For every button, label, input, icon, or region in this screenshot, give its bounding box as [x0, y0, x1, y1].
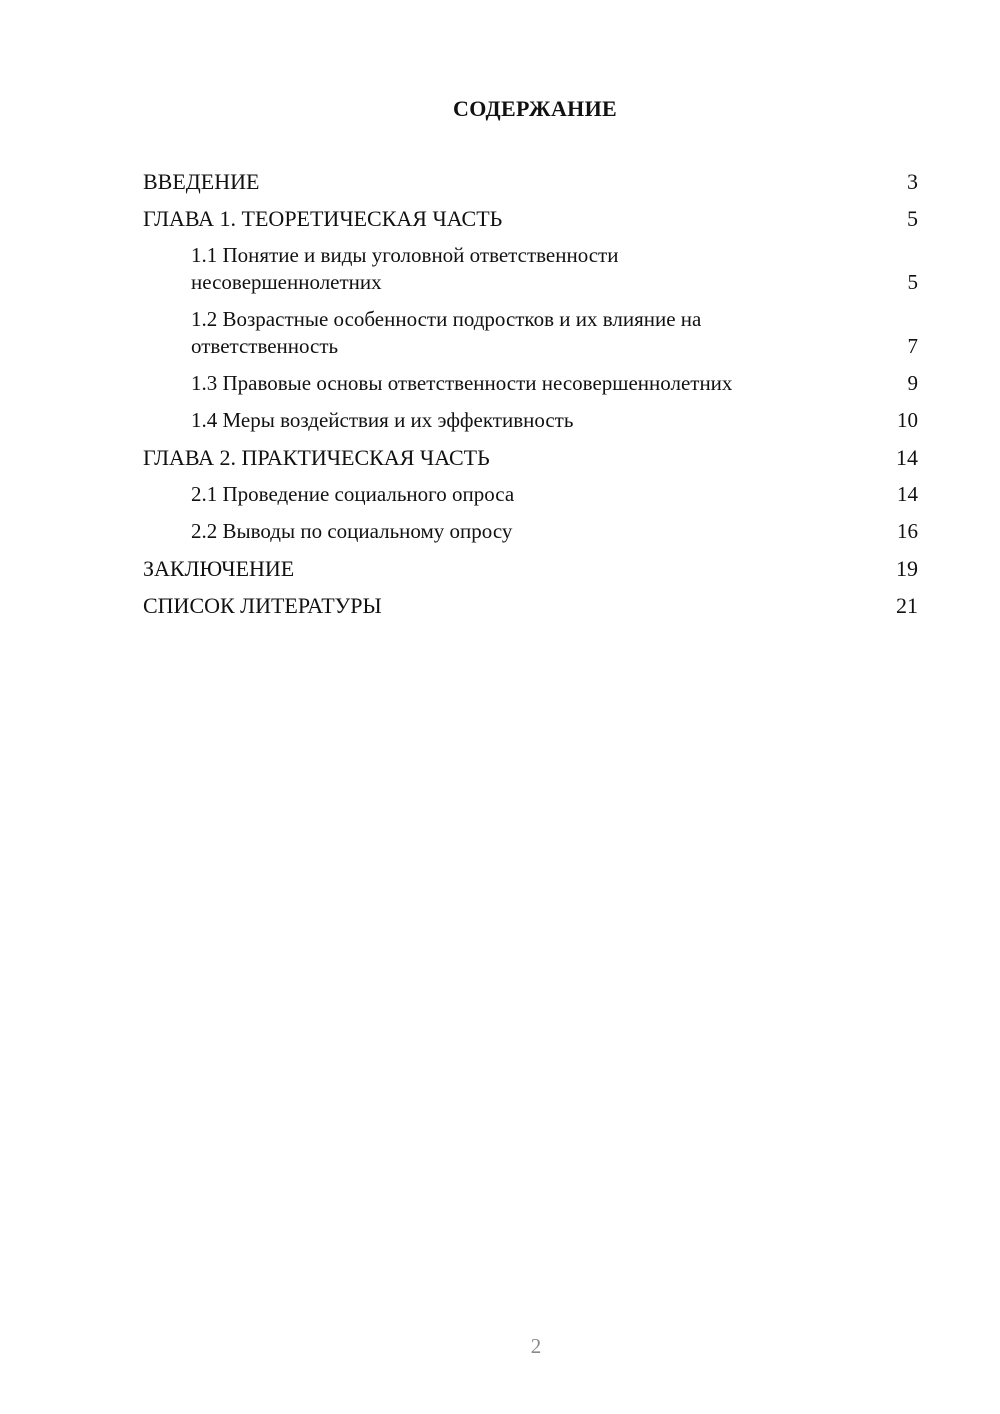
toc-entry-chapter-2[interactable]: [143, 444, 918, 471]
toc-entry-page: 14: [897, 482, 918, 506]
toc-entry-label: 1.2 Возрастные особенности подростков и их влияние на ответственность: [191, 307, 702, 358]
toc-entry-page: 9: [907, 371, 918, 395]
toc-entry-page: 7: [907, 334, 918, 358]
toc-entry-label: ГЛАВА 2. ПРАКТИЧЕСКАЯ ЧАСТЬ: [143, 445, 490, 470]
toc-entry-page: 16: [897, 519, 918, 543]
toc-entry-section-2-1[interactable]: [143, 481, 918, 508]
toc-entry-label: 2.2 Выводы по социальному опросу: [191, 519, 513, 543]
toc-entry-page: 10: [897, 408, 918, 432]
toc-entry-label: 1.1 Понятие и виды уголовной ответственности несовершеннолетних: [191, 243, 619, 294]
toc-entry-bibliography[interactable]: [143, 592, 918, 619]
toc-entry-introduction[interactable]: [143, 168, 918, 195]
toc-entry-chapter-1[interactable]: [143, 205, 918, 232]
toc-entry-section-1-4[interactable]: [143, 407, 918, 434]
toc-entry-conclusion[interactable]: [143, 555, 918, 582]
toc-entry-label: СПИСОК ЛИТЕРАТУРЫ: [143, 593, 382, 618]
toc-entry-label: ВВЕДЕНИЕ: [143, 169, 260, 194]
toc-entry-section-1-2[interactable]: [143, 306, 918, 360]
toc-entry-page: 3: [907, 169, 918, 194]
toc-entry-section-2-2[interactable]: [143, 518, 918, 545]
toc-entry-label: ГЛАВА 1. ТЕОРЕТИЧЕСКАЯ ЧАСТЬ: [143, 206, 503, 231]
page-number: 2: [530, 1334, 542, 1358]
toc-entry-label: 2.1 Проведение социального опроса: [191, 482, 515, 506]
toc-entry-page: 5: [907, 206, 918, 231]
toc-entry-label: 1.3 Правовые основы ответственности несовершеннолетних: [191, 371, 733, 395]
toc-entry-label: ЗАКЛЮЧЕНИЕ: [143, 556, 295, 581]
toc-entry-label: 1.4 Меры воздействия и их эффективность: [191, 408, 574, 432]
toc-entry-page: 21: [896, 593, 918, 618]
toc-entry-page: 19: [896, 556, 918, 581]
page-title: СОДЕРЖАНИЕ: [453, 96, 617, 121]
toc-entry-page: 14: [896, 445, 918, 470]
toc-entry-section-1-1[interactable]: [143, 242, 918, 296]
table-of-contents: [143, 168, 918, 629]
toc-entry-page: 5: [907, 270, 918, 294]
toc-entry-section-1-3[interactable]: [143, 370, 918, 397]
